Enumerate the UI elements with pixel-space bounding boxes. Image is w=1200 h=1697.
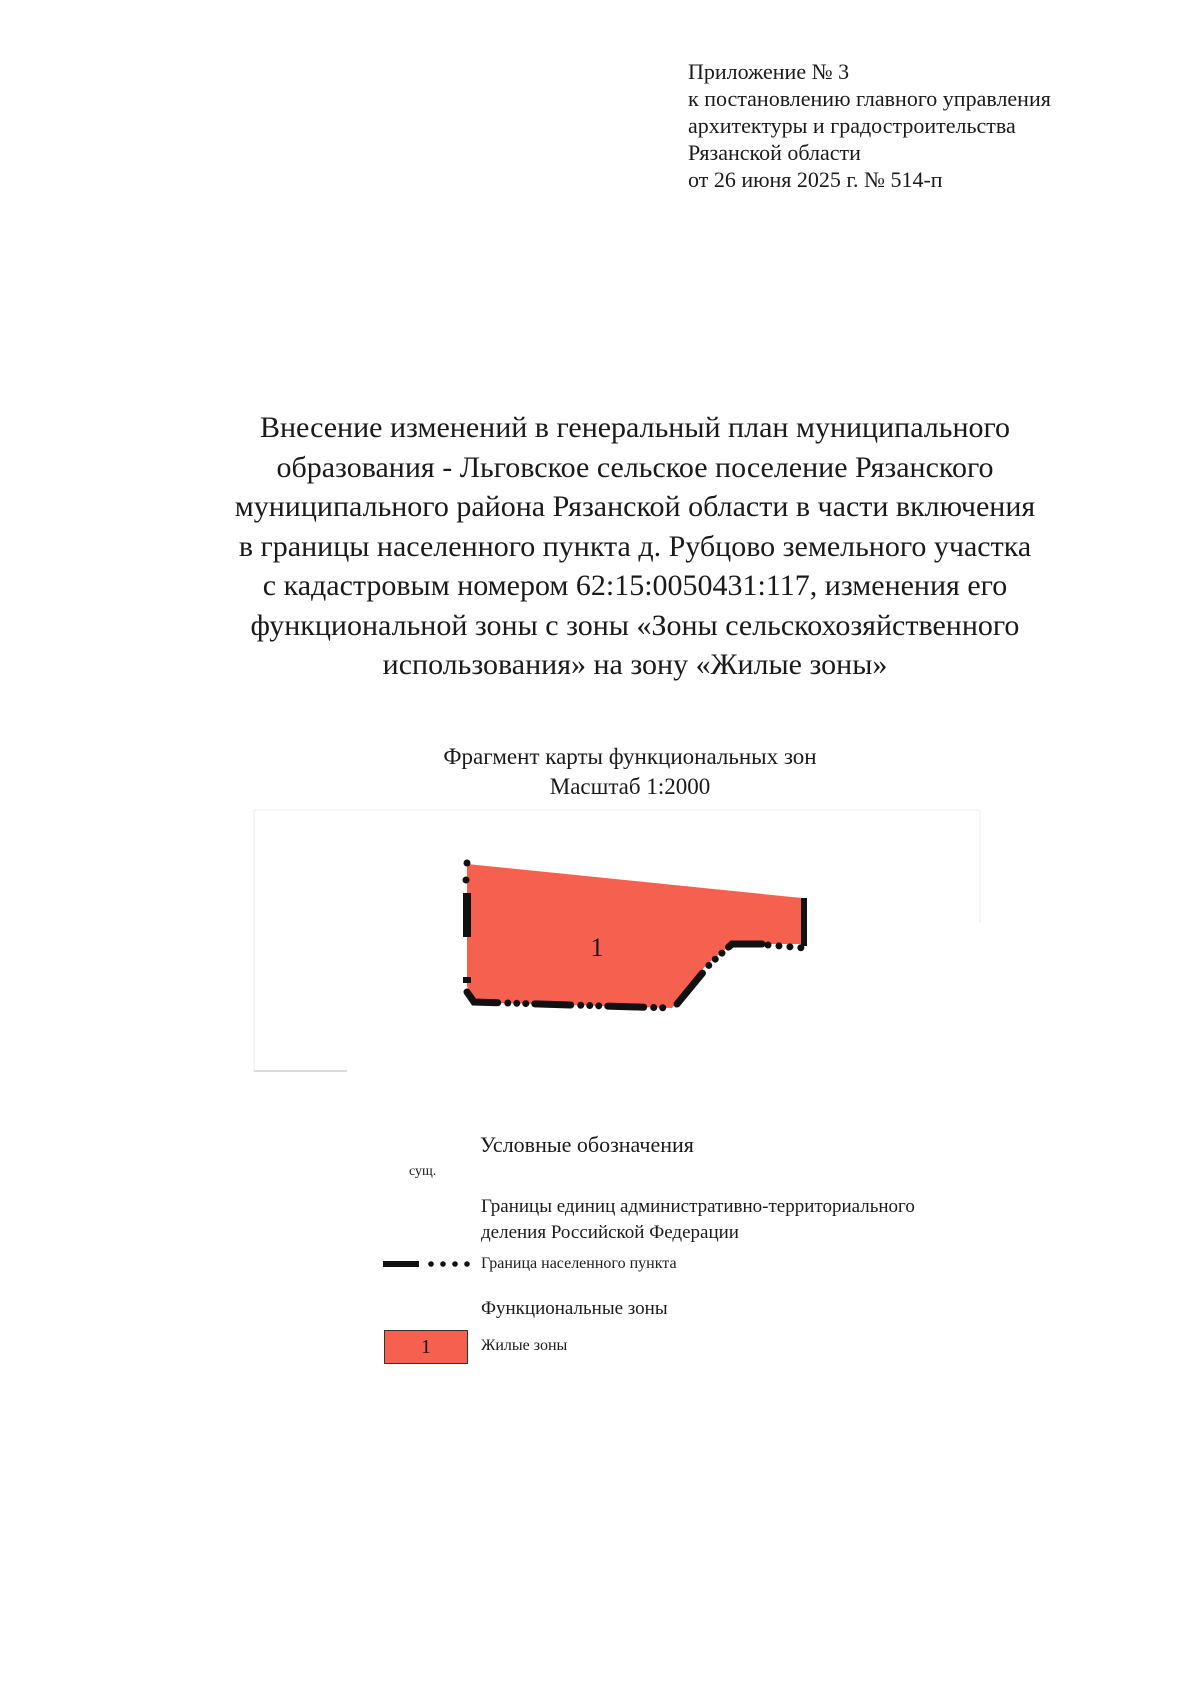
map-caption: [300, 742, 960, 802]
header-line: от 26 июня 2025 г. № 514-п: [688, 167, 943, 192]
document-title: [150, 408, 1120, 685]
legend-boundary-symbol: [383, 1258, 475, 1270]
legend-admin-boundaries: [481, 1194, 915, 1246]
title-line: в границы населенного пункта д. Рубцово земельного участка: [238, 529, 1032, 563]
legend-admin-line: деления Российской Федерации: [481, 1222, 739, 1243]
settlement-boundary-right-dots: [768, 945, 804, 948]
title-line: с кадастровым номером 62:15:0050431:117, изменения его: [262, 569, 1008, 602]
legend-settlement-boundary: Граница населенного пункта: [481, 1255, 677, 1272]
legend-admin-line: Границы единиц административно-территориального: [481, 1196, 915, 1217]
legend-residential-swatch: 1: [384, 1330, 468, 1364]
residential-zone-area: [467, 864, 802, 1008]
map-caption-title: Фрагмент карты функциональных зон: [443, 744, 817, 769]
title-line: функциональной зоны с зоны «Зоны сельскохозяйственного: [250, 608, 1020, 642]
legend-residential-label: Жилые зоны: [481, 1337, 568, 1354]
legend-boundary-dot: [452, 1261, 458, 1267]
title-line: Внесение изменений в генеральный план муниципального: [259, 411, 1011, 444]
settlement-boundary-dot: [464, 860, 471, 867]
title-line: образования - Льговское сельское поселение Рязанского: [276, 450, 994, 484]
legend-boundary-dot: [428, 1261, 434, 1267]
legend-boundary-dot: [440, 1261, 446, 1267]
settlement-boundary-dot: [463, 877, 470, 884]
zone-number-label: 1: [590, 933, 604, 962]
legend-title: Условные обозначения: [480, 1132, 694, 1157]
legend-boundary-dot: [464, 1261, 470, 1267]
title-line: муниципального района Рязанской области в части включения: [234, 490, 1036, 523]
appendix-header: [688, 58, 1158, 193]
legend-functional-zones-title: Функциональные зоны: [481, 1298, 668, 1319]
legend-existing-abbr: сущ.: [409, 1164, 437, 1179]
functional-zones-map: [252, 808, 982, 1073]
map-scale: Масштаб 1:2000: [549, 774, 711, 799]
header-line: Приложение № 3: [688, 59, 850, 84]
header-line: к постановлению главного управления: [688, 86, 1051, 111]
title-line: использования» на зону «Жилые зоны»: [382, 648, 888, 681]
header-line: Рязанской области: [688, 140, 861, 165]
header-line: архитектуры и градостроительства: [688, 113, 1016, 138]
